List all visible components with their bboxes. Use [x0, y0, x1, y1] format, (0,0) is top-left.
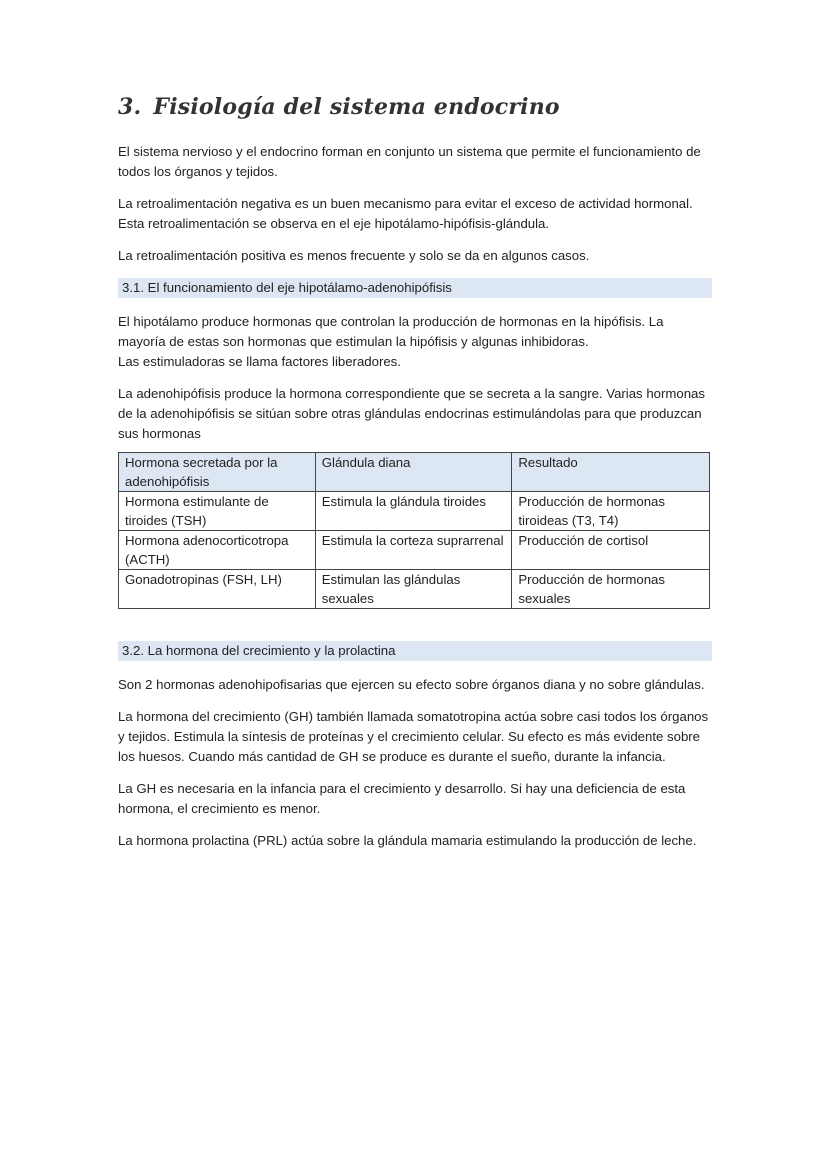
section1-paragraph — [118, 312, 712, 372]
table-row — [119, 531, 710, 570]
table-cell: Producción de hormonas sexuales — [512, 570, 710, 609]
table-row — [119, 492, 710, 531]
intro-paragraph: La retroalimentación negativa es un buen mecanismo para evitar el exceso de actividad hormonal. Esta retroalimentación se observa en el eje hipotálamo-hipófisis-glándula. — [118, 196, 693, 231]
section1-paragraph: La adenohipófisis produce la hormona correspondiente que se secreta a la sangre. Varias hormonas de la adenohipófisis se sitúan sobre otras glándulas endocrinas estimulándolas para que produzcan sus hormonas — [118, 386, 705, 441]
table-cell: Gonadotropinas (FSH, LH) — [119, 570, 316, 609]
intro-paragraph: La retroalimentación positiva es menos frecuente y solo se da en algunos casos. — [118, 248, 590, 263]
section-heading-3-1: 3.1. El funcionamiento del eje hipotálamo-adenohipófisis — [118, 278, 712, 298]
intro-paragraph: El sistema nervioso y el endocrino forman en conjunto un sistema que permite el funcionamiento de todos los órganos y tejidos. — [118, 144, 701, 179]
section2-paragraph: La GH es necesaria en la infancia para el crecimiento y desarrollo. Si hay una deficiencia de esta hormona, el crecimiento es menor. — [118, 781, 686, 816]
section1-paragraph-line: El hipotálamo produce hormonas que controlan la producción de hormonas en la hipófisis. La mayoría de estas son hormonas que estimulan la hipófisis y algunas inhibidoras. — [118, 314, 664, 349]
section-heading-3-2: 3.2. La hormona del crecimiento y la prolactina — [118, 641, 712, 661]
section2-paragraph: La hormona del crecimiento (GH) también llamada somatotropina actúa sobre casi todos los órganos y tejidos. Estimula la síntesis de proteínas y el crecimiento celular. Su efecto es más evidente sobre los huesos. Cuando más cantidad de GH se produce es durante el sueño, durante la infancia. — [118, 709, 709, 764]
chapter-title-text: Fisiología del sistema endocrino — [153, 94, 560, 120]
section2-paragraph: Son 2 hormonas adenohipofisarias que ejercen su efecto sobre órganos diana y no sobre glándulas. — [118, 677, 705, 692]
table-cell: Hormona adenocorticotropa (ACTH) — [119, 531, 316, 570]
section2-paragraph: La hormona prolactina (PRL) actúa sobre la glándula mamaria estimulando la producción de leche. — [118, 833, 697, 848]
chapter-number: 3. — [118, 94, 142, 120]
table-row — [119, 570, 710, 609]
table-header-cell: Resultado — [512, 453, 710, 492]
section1-paragraph-line: Las estimuladoras se llama factores liberadores. — [118, 354, 401, 369]
table-header-cell: Hormona secretada por la adenohipófisis — [119, 453, 316, 492]
table-cell: Producción de cortisol — [512, 531, 710, 570]
table-cell: Producción de hormonas tiroideas (T3, T4) — [512, 492, 710, 531]
table-cell: Hormona estimulante de tiroides (TSH) — [119, 492, 316, 531]
hormone-table — [118, 452, 710, 609]
page-content — [118, 94, 712, 863]
table-cell: Estimula la corteza suprarrenal — [315, 531, 512, 570]
table-cell: Estimula la glándula tiroides — [315, 492, 512, 531]
table-cell: Estimulan las glándulas sexuales — [315, 570, 512, 609]
chapter-title — [118, 94, 712, 120]
table-header-row — [119, 453, 710, 492]
table-header-cell: Glándula diana — [315, 453, 512, 492]
